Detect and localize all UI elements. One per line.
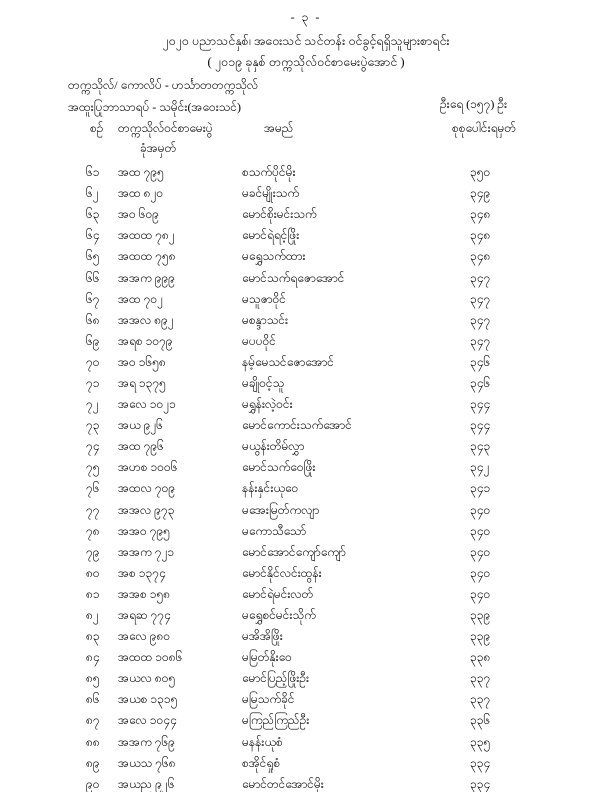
roll-number-cell: အယည ၉၂၆ xyxy=(118,776,175,791)
total-marks-cell: ၃၄၀ xyxy=(470,523,491,538)
serial-cell: ၆၈ xyxy=(86,312,100,327)
table-row xyxy=(86,162,556,183)
table-row xyxy=(86,246,556,267)
serial-cell: ၇၆ xyxy=(86,481,100,496)
serial-cell: ၉၀ xyxy=(86,776,100,791)
name-cell: မောင်ပြည့်ဖြိုးဦး xyxy=(242,671,310,686)
serial-cell: ၇၉ xyxy=(86,544,100,559)
name-cell: စအိုင်ရှုစံ xyxy=(242,755,281,770)
table-row xyxy=(86,204,556,225)
name-cell: မချိုဝင့်သူ xyxy=(242,375,285,390)
roll-number-cell: အအက ၉၉၉ xyxy=(118,270,176,285)
roll-number-cell: အထ ၇၀၂ xyxy=(118,291,164,306)
serial-cell: ၈၉ xyxy=(86,755,100,770)
table-row xyxy=(86,394,556,415)
table-row xyxy=(86,647,556,668)
table-row xyxy=(86,605,556,626)
total-marks-cell: ၃၃၈ xyxy=(470,650,491,665)
total-marks-cell: ၃၃၉ xyxy=(470,629,491,644)
total-marks-cell: ၃၄၇ xyxy=(470,312,491,327)
name-cell: မနန်းယုစံ xyxy=(242,734,283,749)
name-cell: စသက်ပိုင်မိုး xyxy=(242,165,296,180)
name-cell: မရွှေသက်ထား xyxy=(242,249,306,264)
table-row xyxy=(86,415,556,436)
roll-number-cell: အဟစ ၁၀၀၆ xyxy=(118,460,178,475)
serial-cell: ၆၇ xyxy=(86,291,100,306)
total-marks-cell: ၃၄၄ xyxy=(470,397,491,412)
name-cell: နမ့်မေသင်ဇောအောင် xyxy=(242,354,334,369)
table-row xyxy=(86,753,556,774)
name-cell: မပပဝိုင် xyxy=(242,333,276,348)
serial-cell: ၇၁ xyxy=(86,375,100,390)
name-cell: နန်းနှင်းယုဝေ xyxy=(242,481,299,496)
table-row xyxy=(86,289,556,310)
name-cell: မောင်အောင်ကျော်ကျော် xyxy=(242,544,346,559)
name-cell: မသူဇာဝိုင် xyxy=(242,291,286,306)
table-row xyxy=(86,500,556,521)
table-row xyxy=(86,584,556,605)
total-marks-cell: ၃၃၇ xyxy=(470,671,491,686)
table-row xyxy=(86,521,556,542)
serial-cell: ၈၅ xyxy=(86,671,100,686)
column-header-name: အမည် xyxy=(264,121,294,135)
document-title-line1: ၂၀၂၀ ပညာသင်နှစ်၊ အဝေးသင် သင်တန်း ဝင်ခွင့်ရရှိသူများစာရင်း xyxy=(162,34,450,48)
total-marks-cell: ၃၄၈ xyxy=(470,228,491,243)
roll-number-cell: အထထ ၇၅၈ xyxy=(118,249,176,264)
roll-number-cell: အထလ ၇၀၉ xyxy=(118,481,176,496)
total-marks-cell: ၃၄၆ xyxy=(470,354,491,369)
serial-cell: ၇၅ xyxy=(86,460,100,475)
total-marks-cell: ၃၃၆ xyxy=(470,713,491,728)
name-cell: မစန္ဒာသင်း xyxy=(242,312,289,327)
name-cell: မမြသက်ခိုင် xyxy=(242,692,295,707)
roll-number-cell: အအဝ ၇၉၅ xyxy=(118,523,171,538)
name-cell: မခင်မျိုးသက် xyxy=(242,186,300,201)
serial-cell: ၇၇ xyxy=(86,502,100,517)
table-row xyxy=(86,563,556,584)
serial-cell: ၇၄ xyxy=(86,439,100,454)
total-marks-cell: ၃၄၁ xyxy=(470,481,491,496)
total-marks-cell: ၃၄၆ xyxy=(470,375,491,390)
roll-number-cell: အအလ ၈၉၂ xyxy=(118,312,174,327)
roll-number-cell: အထ ၇၉၅ xyxy=(118,165,164,180)
major-subject-line: အထူးပြုဘာသာရပ် - သမိုင်း(အဝေးသင်) xyxy=(68,100,242,114)
total-marks-cell: ၃၄၇ xyxy=(470,333,491,348)
roll-number-cell: အအက ၇၆၉ xyxy=(118,734,176,749)
name-cell: မောင်သက်ဝေဖြိုး xyxy=(242,460,316,475)
university-line: တက္ကသိုလ်/ ကောလိပ် - ဟင်္သာတတက္ကသိုလ် xyxy=(68,78,259,92)
total-marks-cell: ၃၄၇ xyxy=(470,270,491,285)
total-marks-cell: ၃၄၄ xyxy=(470,418,491,433)
roll-number-cell: အလေ ၁၀၂၁ xyxy=(118,397,176,412)
name-cell: မောင်ကောင်းသက်အောင် xyxy=(242,418,352,433)
roll-number-cell: အလေ ၁၀၄၄ xyxy=(118,713,177,728)
column-header-total-marks: စုစုပေါင်းရမှတ် xyxy=(452,121,517,135)
serial-cell: ၈၄ xyxy=(86,650,100,665)
serial-cell: ၇၀ xyxy=(86,354,100,369)
page-number: - ၃ - xyxy=(290,10,322,24)
serial-cell: ၆၉ xyxy=(86,333,100,348)
total-marks-cell: ၃၄၈ xyxy=(470,207,491,222)
total-marks-cell: ၃၄၂ xyxy=(470,460,490,475)
roll-number-cell: အယစ ၁၃၁၅ xyxy=(118,692,178,707)
serial-cell: ၇၂ xyxy=(86,397,99,412)
document-title-line2: ( ၂၀၁၉ ခုနှစ် တက္ကသိုလ်ဝင်စာမေးပွဲအောင် ) xyxy=(207,55,405,69)
name-cell: မအိအိဖြိုး xyxy=(242,629,283,644)
table-row xyxy=(86,331,556,352)
total-marks-cell: ၃၄၇ xyxy=(470,291,491,306)
roll-number-cell: အဝ ၁၆၅၈ xyxy=(118,354,166,369)
table-row xyxy=(86,267,556,288)
roll-number-cell: အရ ၁၃၇၅ xyxy=(118,375,166,390)
roll-number-cell: အထ ၇၉၆ xyxy=(118,439,164,454)
table-row xyxy=(86,710,556,731)
column-header-exam: တက္ကသိုလ်ဝင်စာမေးပွဲ xyxy=(118,121,213,135)
roll-number-cell: အထထ ၇၈၂ xyxy=(118,228,175,243)
roll-number-cell: အအစ ၁၅၈ xyxy=(118,586,171,601)
serial-cell: ၆၃ xyxy=(86,207,100,222)
column-header-serial: စဉ် xyxy=(90,121,104,135)
table-row xyxy=(86,310,556,331)
serial-cell: ၆၄ xyxy=(86,228,100,243)
total-marks-cell: ၃၃၄ xyxy=(470,755,491,770)
name-cell: မရွှန်းလဲ့ဝင်း xyxy=(242,397,293,412)
roll-number-cell: အယ ၉၂၆ xyxy=(118,418,164,433)
table-row xyxy=(86,626,556,647)
table-row xyxy=(86,225,556,246)
roll-number-cell: အထ ၈၂၀ xyxy=(118,186,164,201)
serial-cell: ၈၀ xyxy=(86,565,100,580)
table-row xyxy=(86,457,556,478)
roll-number-cell: အဝ ၆၀၉ xyxy=(118,207,160,222)
results-table xyxy=(86,162,556,792)
table-row xyxy=(86,542,556,563)
serial-cell: ၈၈ xyxy=(86,734,100,749)
table-row xyxy=(86,352,556,373)
total-marks-cell: ၃၃၄ xyxy=(470,776,491,791)
roll-number-cell: အအလ ၉၇၃ xyxy=(118,502,175,517)
name-cell: မောင်စိုးမင်းသက် xyxy=(242,207,317,222)
roll-number-cell: အရစ ၁၀၇၉ xyxy=(118,333,173,348)
name-cell: မောင်သက်ရဇောအောင် xyxy=(242,270,345,285)
roll-number-cell: အစ ၁၃၇၄ xyxy=(118,565,166,580)
name-cell: မမြတ်နိုးဝေ xyxy=(242,650,292,665)
name-cell: မရွှေစင်မင်းသိုက် xyxy=(242,608,316,623)
serial-cell: ၈၆ xyxy=(86,692,100,707)
serial-cell: ၈၇ xyxy=(86,713,100,728)
name-cell: မယွန်းတိမ်လွှာ xyxy=(242,439,305,454)
total-marks-cell: ၃၃၇ xyxy=(470,692,491,707)
table-row xyxy=(86,668,556,689)
name-cell: မောင်ရဲမင်းလတ် xyxy=(242,586,314,601)
table-row xyxy=(86,732,556,753)
name-cell: မအေးမြတ်ကလျာ xyxy=(242,502,320,517)
name-cell: မကြည်ကြည်ဦး xyxy=(242,713,310,728)
serial-cell: ၈၃ xyxy=(86,629,100,644)
roll-number-cell: အယသ ၇၆၈ xyxy=(118,755,176,770)
total-marks-cell: ၃၅၀ xyxy=(470,165,491,180)
column-header-roll-number: ခုံအမှတ် xyxy=(140,141,177,155)
serial-cell: ၆၅ xyxy=(86,249,100,264)
roll-number-cell: အထထ ၁၀၈၆ xyxy=(118,650,183,665)
serial-cell: ၆၁ xyxy=(86,165,100,180)
total-marks-cell: ၃၄၃ xyxy=(470,439,491,454)
roll-number-cell: အရဆ ၇၇၄ xyxy=(118,608,171,623)
serial-cell: ၈၂ xyxy=(86,608,99,623)
table-row xyxy=(86,183,556,204)
name-cell: မောင်ရဲရင့်ဖြိုး xyxy=(242,228,300,243)
serial-cell: ၈၁ xyxy=(86,586,100,601)
serial-cell: ၆၆ xyxy=(86,270,100,285)
total-marks-cell: ၃၃၉ xyxy=(470,608,491,623)
serial-cell: ၆၂ xyxy=(86,186,99,201)
roll-number-cell: အအက ၇၂၁ xyxy=(118,544,175,559)
total-marks-cell: ၃၃၅ xyxy=(470,734,491,749)
roll-number-cell: အလေ ၉၈၀ xyxy=(118,629,171,644)
table-row xyxy=(86,689,556,710)
total-marks-cell: ၃၄၀ xyxy=(470,586,491,601)
serial-cell: ၇၃ xyxy=(86,418,100,433)
table-row xyxy=(86,436,556,457)
total-marks-cell: ၃၄၀ xyxy=(470,565,491,580)
total-marks-cell: ၃၄၀ xyxy=(470,544,491,559)
total-marks-cell: ၃၄၈ xyxy=(470,249,491,264)
total-marks-cell: ၃၄၉ xyxy=(470,186,491,201)
table-row xyxy=(86,373,556,394)
name-cell: မောင်တင်အောင်မိုး xyxy=(242,776,324,791)
roll-number-cell: အယလ ၈၀၅ xyxy=(118,671,176,686)
total-count-label: ဦးရေ (၁၅၇) ဦး xyxy=(440,97,508,111)
total-marks-cell: ၃၄၀ xyxy=(470,502,491,517)
name-cell: မကောသီသော် xyxy=(242,523,307,538)
table-row xyxy=(86,478,556,499)
name-cell: မောင်နိုင်လင်းထွန်း xyxy=(242,565,322,580)
serial-cell: ၇၈ xyxy=(86,523,100,538)
table-row xyxy=(86,774,556,792)
